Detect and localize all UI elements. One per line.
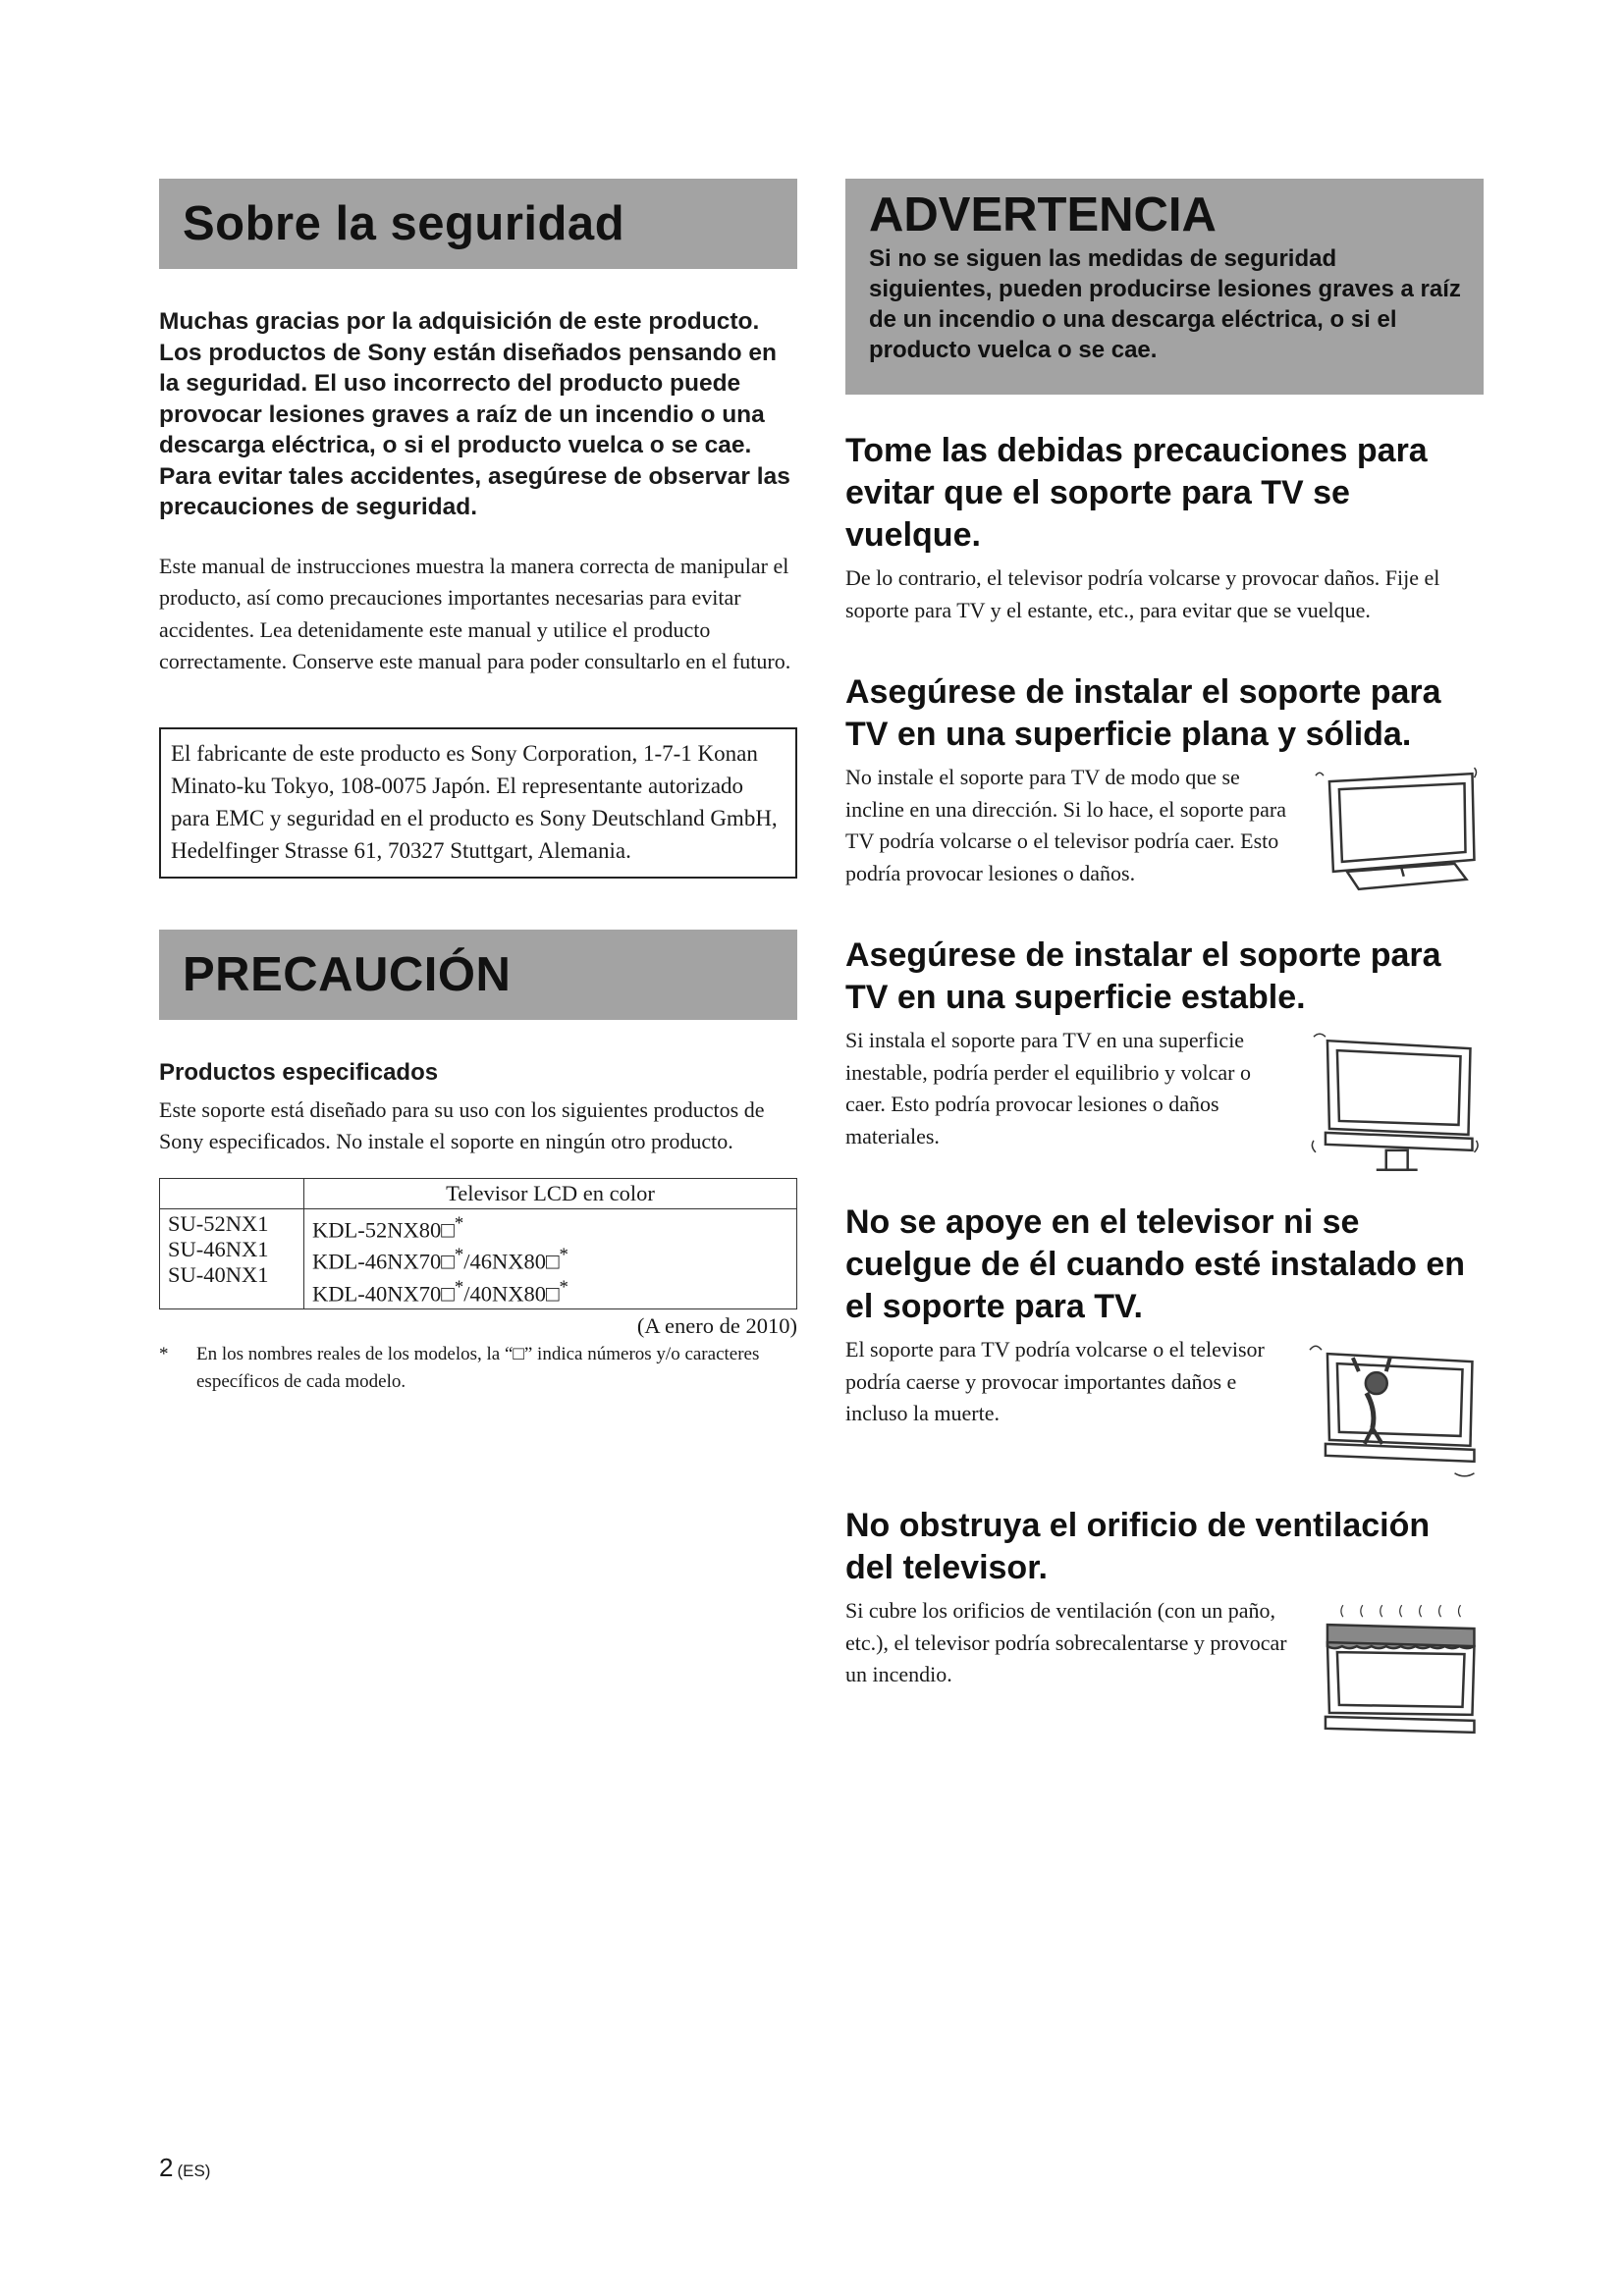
table-header-row [160, 1178, 797, 1208]
footnote [159, 1341, 797, 1396]
tv-model: KDL-40NX70□*/40NX80□* [312, 1276, 568, 1306]
tv-models-cell [304, 1208, 797, 1309]
warning-text: Si no se siguen las medidas de seguridad siguientes, pueden producirse lesiones graves a raíz de un incendio o una descarga eléctrica, o si el producto vuelca o se cae. [869, 245, 1461, 363]
intro-safety-statement: Los productos de Sony están diseñados pensando en la seguridad. El uso incorrecto del producto puede provocar lesiones graves a raíz de un incendio o una descarga eléctrica, o si el producto vuelca o se cae. Para evitar tales accidentes, asegúrese de observar las precauciones de seguridad. [159, 339, 790, 520]
section-flat-surface [845, 671, 1484, 901]
section-stable-surface [845, 934, 1484, 1174]
hanging-child-illustration [1308, 1336, 1484, 1483]
footnote-star: * [159, 1344, 169, 1364]
section-heading: Asegúrese de instalar el soporte para TV en una superficie estable. [845, 936, 1441, 1016]
intro-paragraph: Este manual de instrucciones muestra la manera correcta de manipular el producto, así como precauciones importantes necesarias para evitar accidentes. Lea detenidamente este manual y utilice el producto correctamente. Conserve este manual para poder consultarlo en el futuro. [159, 553, 791, 673]
section-heading: Tome las debidas precauciones para evitar que el soporte para TV se vuelque. [845, 432, 1428, 554]
section-body: Si instala el soporte para TV en una superficie inestable, podría perder el equilibrio y volcar o caer. Esto podría provocar lesiones o daños materiales. [845, 1028, 1251, 1148]
covered-vents-illustration [1308, 1597, 1484, 1754]
warning-title: ADVERTENCIA [869, 188, 1217, 241]
unstable-tv-illustration [1308, 1027, 1484, 1174]
tv-model: KDL-52NX80□* [312, 1212, 464, 1242]
table-header: Televisor LCD en color [304, 1178, 797, 1208]
right-column [845, 179, 1484, 1754]
section-body: Si cubre los orificios de ventilación (con un paño, etc.), el televisor podría sobrecalentarse y provocar un incendio. [845, 1598, 1287, 1686]
tv-model: KDL-46NX70□*/46NX80□* [312, 1245, 568, 1274]
stand-model: SU-40NX1 [168, 1261, 269, 1287]
caution-banner [159, 930, 797, 1020]
table-date: (A enero de 2010) [636, 1313, 797, 1338]
page-number-value: 2 [159, 2153, 174, 2182]
safety-banner [159, 179, 797, 269]
intro-thanks: Muchas gracias por la adquisición de este producto. [159, 308, 760, 335]
stand-models-cell [160, 1208, 304, 1309]
section-heading: No se apoye en el televisor ni se cuelgue de él cuando esté instalado en el soporte para TV. [845, 1203, 1466, 1325]
section-no-leaning [845, 1201, 1484, 1483]
products-heading: Productos especificados [159, 1058, 439, 1086]
section-body: De lo contrario, el televisor podría volcarse y provocar daños. Fije el soporte para TV y el estante, etc., para evitar que se vuelque. [845, 565, 1440, 622]
intro-bold [159, 306, 797, 523]
tilted-tv-illustration [1308, 764, 1484, 901]
stand-model: SU-52NX1 [168, 1210, 269, 1236]
section-body: No instale el soporte para TV de modo que se incline en una dirección. Si lo hace, el soporte para TV podría volcarse o el televisor podría caer. Esto podría provocar lesiones o daños. [845, 765, 1286, 885]
caution-title: PRECAUCIÓN [183, 947, 512, 1001]
left-column [159, 179, 797, 1396]
products-paragraph: Este soporte está diseñado para su uso con los siguientes productos de Sony especificados. No instale el soporte en ningún otro producto. [159, 1096, 765, 1153]
table-header-empty [160, 1178, 304, 1208]
section-tip-over [845, 430, 1484, 626]
section-heading: Asegúrese de instalar el soporte para TV en una superficie plana y sólida. [845, 673, 1441, 753]
page-number [159, 2153, 210, 2183]
table-body-row [160, 1208, 797, 1309]
models-table [159, 1178, 797, 1310]
page-language: (ES) [177, 2162, 211, 2180]
safety-title: Sobre la seguridad [183, 197, 625, 250]
section-ventilation [845, 1505, 1484, 1754]
footnote-text: En los nombres reales de los modelos, la “□” indica números y/o caracteres específicos de cada modelo. [196, 1344, 760, 1392]
stand-model: SU-46NX1 [168, 1236, 269, 1261]
section-body: El soporte para TV podría volcarse o el televisor podría caerse y provocar importantes daños e incluso la muerte. [845, 1337, 1265, 1425]
warning-box [845, 179, 1484, 395]
manufacturer-box: El fabricante de este producto es Sony Corporation, 1-7-1 Konan Minato-ku Tokyo, 108-0075 Japón. El representante autorizado para EMC y seguridad en el producto es Sony Deutschland GmbH, Hedelfinger Strasse 61, 70327 Stuttgart, Alemania. [159, 727, 797, 879]
section-heading: No obstruya el orificio de ventilación del televisor. [845, 1507, 1431, 1586]
